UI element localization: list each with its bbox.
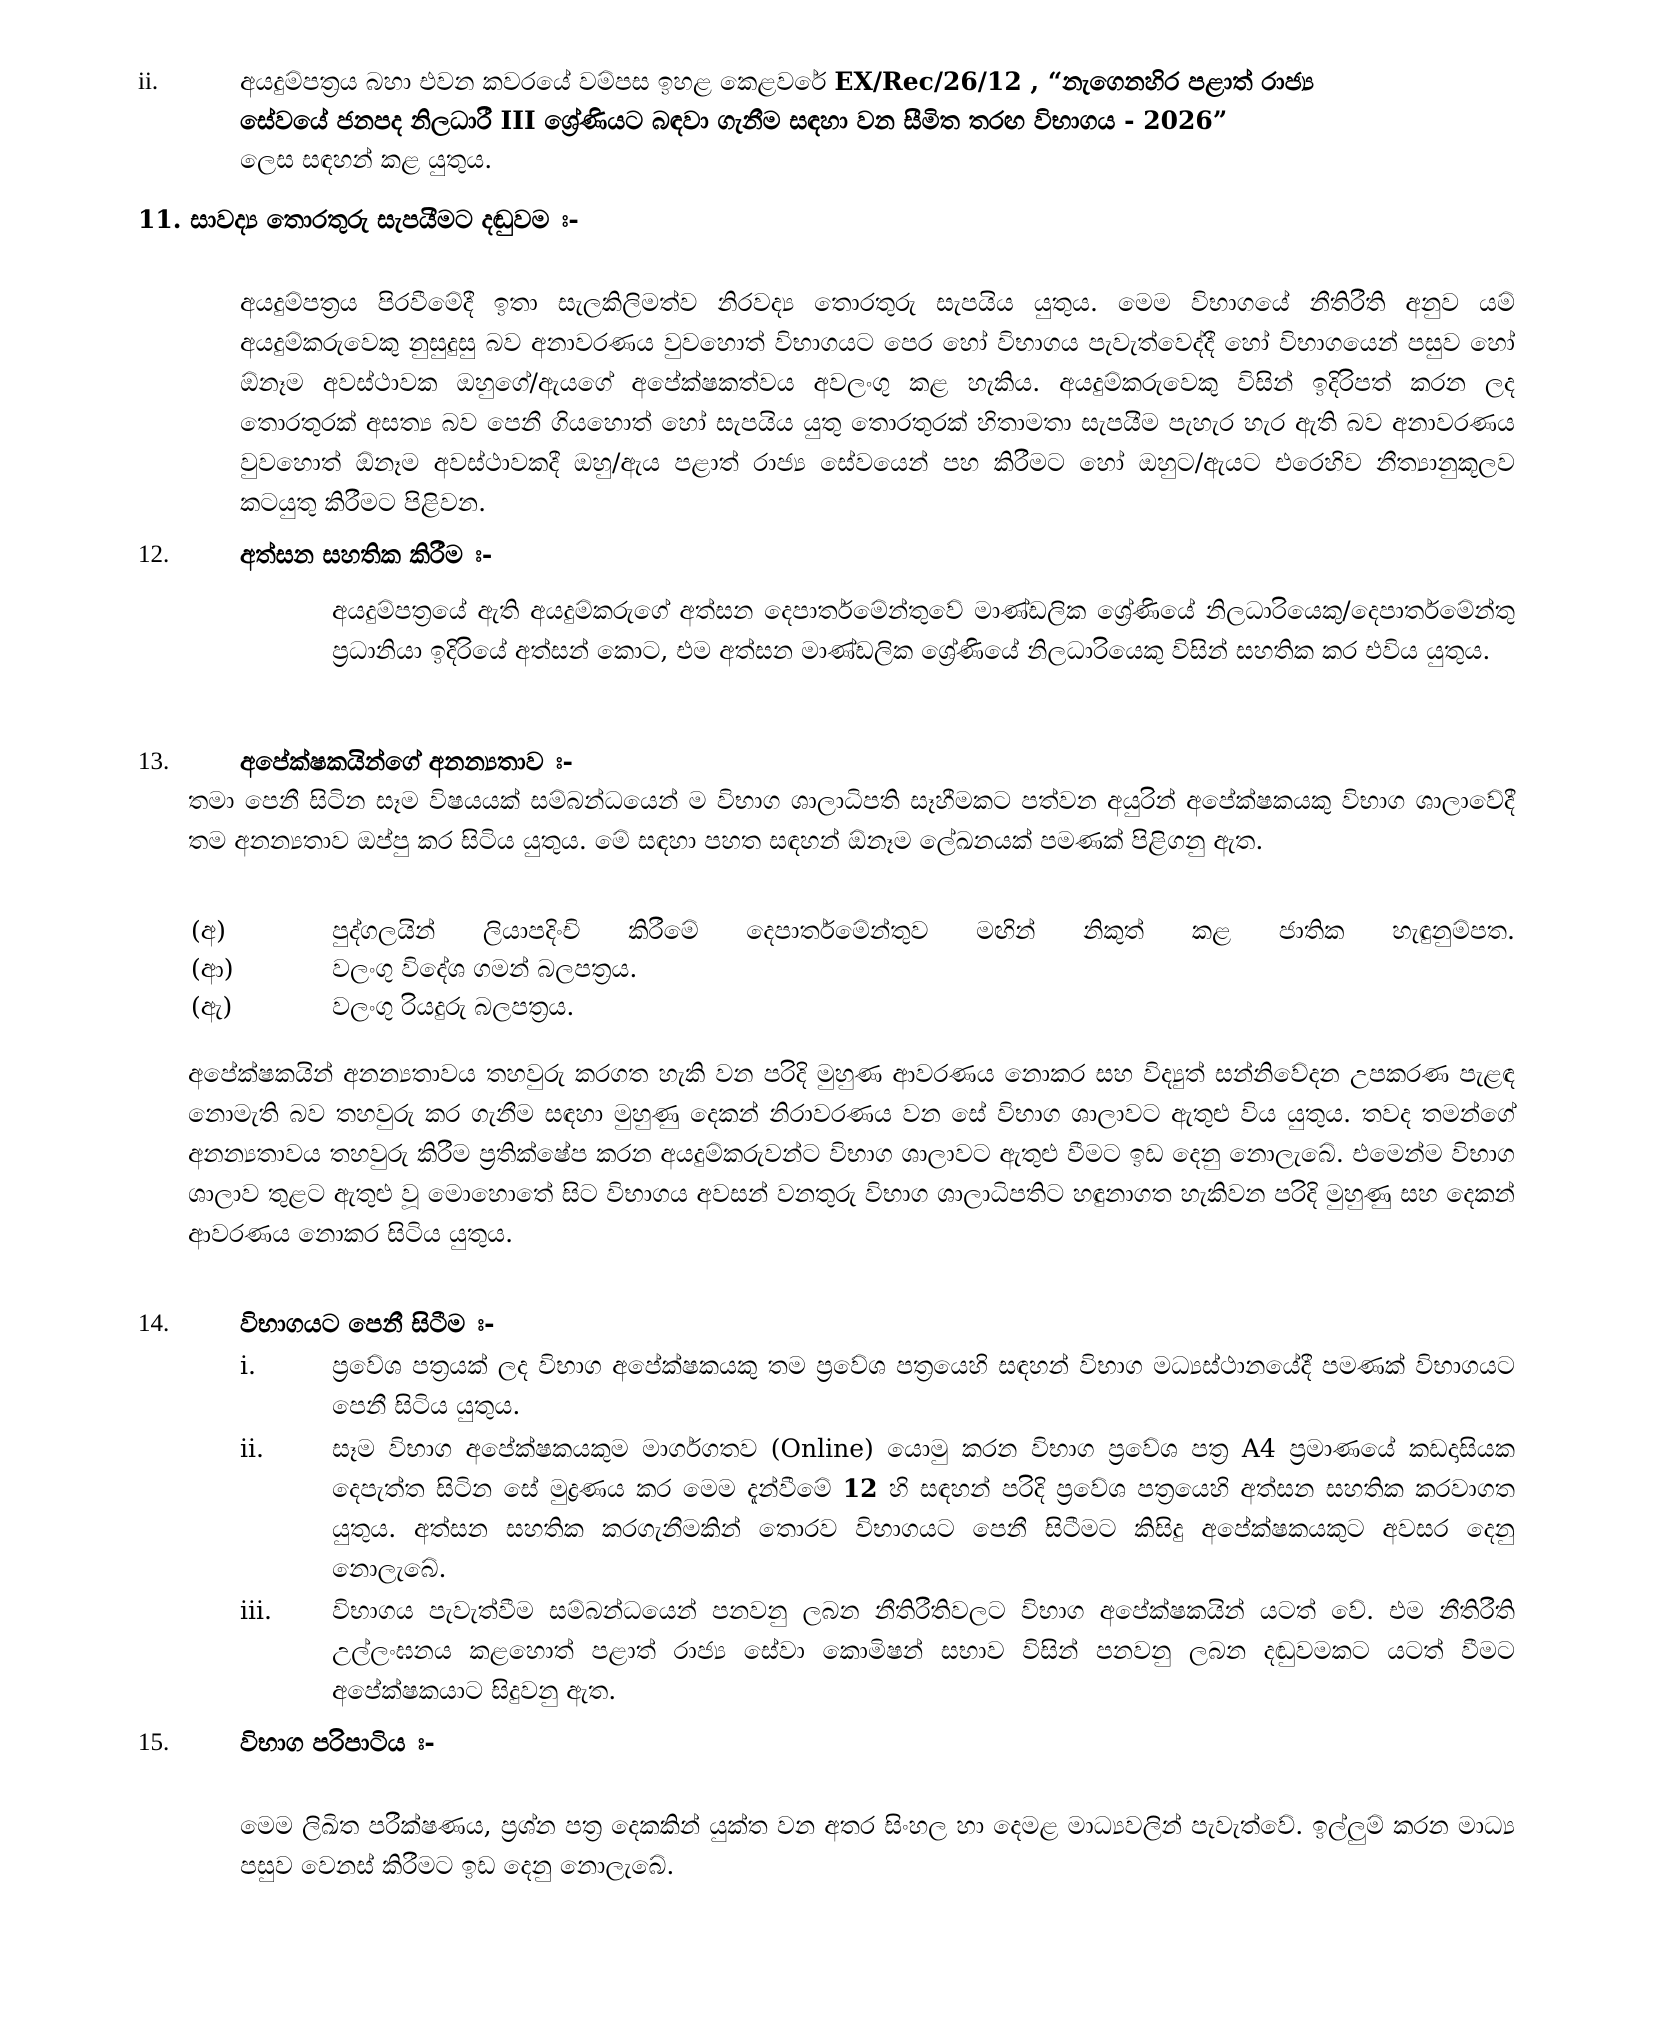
list-item-label: (අ) <box>191 916 226 945</box>
sec12-heading: අත්සන සහතික කිරීම ඃ- <box>240 540 493 569</box>
sec13-heading: අපේක්ෂකයින්ගේ අනන්‍යතාව ඃ- <box>240 747 573 776</box>
list-item <box>240 1429 1515 1591</box>
sec10-ii-marker: ii. <box>138 68 159 95</box>
list-item-text: පුද්ගලයින් ලියාපදිංචි කිරීමේ දෙපාර්තමේන්තුව මඟින් නිකුත් කළ ජාතික හැඳුනුම්පත. <box>332 916 1515 945</box>
list-item-text-pre: සෑම විභාග අපේක්ෂකයකුම මාර්ගගතව (Online) යොමු කරන විභාග ප්‍රවේශ පත්‍ර A4 ප්‍රමාණයේ කඩදාසියක දෙපැත්ත සිටින සේ මුද්‍රණය කර මෙම දැන්වීමේ <box>332 1434 1515 1503</box>
sec11-heading: 11. සාවද්‍ය තොරතුරු සැපයීමට දඬුවම ඃ- <box>138 205 579 234</box>
sec10-ii-line1-pre: අයදුම්පත්‍රය බහා එවන කවරයේ වම්පස ඉහළ කෙළවරේ <box>240 67 835 96</box>
list-item <box>188 911 1515 949</box>
sec13-closing: අපේක්ෂකයින් අනන්‍යතාවය තහවුරු කරගත හැකි වන පරිදි මුහුණ ආවරණය නොකර සහ විද්‍යුත් සන්නිවේදන උපකරණ පැළඳ නොමැති බව තහවුරු කර ගැනීම සඳහා මුහුණු දෙකන් නිරාවරණය වන සේ විභාග ශාලාවට ඇතුළු විය යුතුය. තවද තමන්ගේ අනන්‍යතාවය තහවුරු කිරීම ප්‍රතික්ෂේප කරන අයදුම්කරුවන්ට විභාග ශාලාවට ඇතුළු වීමට ඉඩ දෙනු නොලැබේ. එමෙන්ම විභාග ශාලාව තුළට ඇතුළු වූ මොහොතේ සිට විභාගය අවසන් වනතුරු විභාග ශාලාධිපතිට හඳුනාගත හැකිවන පරිදි මුහුණු සහ දෙකන් ආවරණය නොකර සිටිය යුතුය. <box>188 1059 1515 1248</box>
list-item-text: වලංගු විදේශ ගමන් බලපත්‍රය. <box>332 954 638 983</box>
sec12-number: 12. <box>138 541 170 568</box>
list-item <box>188 987 1515 1025</box>
list-item-text <box>332 1429 1515 1589</box>
sec15-number: 15. <box>138 1729 170 1756</box>
list-item-text: විභාගය පැවැත්වීම සම්බන්ධයෙන් පනවනු ලබන නීතිරීතිවලට විභාග අපේක්ෂකයින් යටත් වේ. එම නීතිරීති උල්ලංඝනය කළහොත් පළාත් රාජ්‍ය සේවා කොමිෂන් සභාව විසින් පනවනු ලබන දඬුවමකට යටත් වීමට අපේක්ෂකයාට සිදුවනු ඇත. <box>332 1596 1515 1705</box>
sec10-ii-text <box>240 62 1515 179</box>
list-item-text: ප්‍රවේශ පත්‍රයක් ලද විභාග අපේක්ෂකයකු තම ප්‍රවේශ පත්‍රයෙහි සඳහන් විභාග මධ්‍යස්ථානයේදී පමණක් විභාගයට පෙනී සිටිය යුතුය. <box>332 1351 1515 1420</box>
sec13-list <box>188 911 1515 1025</box>
sec10-ii-line2-bold: සේවයේ ජනපද නිලධාරී III ශ්‍රේණියට බඳවා ගැනීම සඳහා වන සීමිත තරඟ විභාගය - 2026” <box>240 106 1228 135</box>
sec13-number: 13. <box>138 748 170 775</box>
list-item <box>240 1591 1515 1711</box>
list-item-text-bold: 12 <box>842 1474 878 1503</box>
list-item-label: (ඇ) <box>191 992 233 1021</box>
sec14-list <box>240 1346 1515 1711</box>
list-item-label: i. <box>240 1351 256 1380</box>
list-item-text: වලංගු රියදුරු බලපත්‍රය. <box>332 992 575 1021</box>
list-item-label: ii. <box>240 1434 264 1463</box>
list-item-label: iii. <box>240 1596 272 1625</box>
list-item <box>240 1346 1515 1429</box>
sec12-body: අයදුම්පත්‍රයේ ඇති අයදුම්කරුගේ අත්සන දෙපාර්තමේන්තුවේ මාණ්ඩලික ශ්‍රේණියේ නිලධාරියෙකු/දෙපාර්තමේන්තු ප්‍රධානියා ඉදිරියේ අත්සන් කොට, එම අත්සන මාණ්ඩලික ශ්‍රේණියේ නිලධාරියෙකු විසින් සහතික කර එවිය යුතුය. <box>332 596 1515 665</box>
sec15-body: මෙම ලිඛිත පරීක්ෂණය, ප්‍රශ්න පත්‍ර දෙකකින් යුක්ත වන අතර සිංහල හා දෙමළ මාධ්‍යවලින් පැවැත්වේ. ඉල්ලුම් කරන මාධ්‍ය පසුව වෙනස් කිරීමට ඉඩ දෙනු නොලැබේ. <box>240 1811 1515 1880</box>
sec10-ii-line1-bold: EX/Rec/26/12 , “නැගෙනහිර පළාත් රාජ්‍ය <box>834 67 1315 96</box>
sec13-intro: තමා පෙනී සිටින සෑම විෂයයක් සම්බන්ධයෙන් ම විභාග ශාලාධිපති සෑහීමකට පත්වන අයුරින් අපේක්ෂකයකු විභාග ශාලාවේදී තම අනන්‍යතාව ඔප්පු කර සිටිය යුතුය. මේ සඳහා පහත සඳහන් ඕනෑම ලේඛනයක් පමණක් පිළිගනු ඇත. <box>188 786 1515 855</box>
sec14-number: 14. <box>138 1310 170 1337</box>
sec10-ii-line3: ලෙස සඳහන් කළ යුතුය. <box>240 145 493 174</box>
sec15-heading: විභාග පරිපාටිය ඃ- <box>240 1728 435 1757</box>
list-item-text-post: හි සඳහන් පරිදි ප්‍රවේශ පත්‍රයෙහි අත්සන සහතික කරවාගත යුතුය. අත්සන සහතික කරගැනීමකින් තොරව විභාගයට පෙනී සිටීමට කිසිදු අපේක්ෂකයකුට අවසර දෙනු නොලැබේ. <box>332 1474 1515 1583</box>
sec14-heading: විභාගයට පෙනී සිටීම ඃ- <box>240 1309 495 1338</box>
sec11-body: අයදුම්පත්‍රය පිරවීමේදී ඉතා සැලකිලිමත්ව නිරවද්‍ය තොරතුරු සැපයිය යුතුය. මෙම විභාගයේ නීතිරීති අනුව යම් අයදුම්කරුවෙකු නුසුදුසු බව අනාවරණය වුවහොත් විභාගයට පෙර හෝ විභාගය පැවැත්වෙද්දී හෝ විභාගයෙන් පසුව හෝ ඕනෑම අවස්ථාවක ඔහුගේ/ඇයගේ අපේක්ෂකත්වය අවලංගු කළ හැකිය. අයදුම්කරුවෙකු විසින් ඉදිරිපත් කරන ලද තොරතුරක් අසත්‍ය බව පෙනී ගියහොත් හෝ සැපයිය යුතු තොරතුරක් හිතාමතා සැපයීම පැහැර හැර ඇති බව අනාවරණය වුවහොත් ඕනෑම අවස්ථාවකදී ඔහු/ඇය පළාත් රාජ්‍ය සේවයෙන් පහ කිරීමට හෝ ඔහුට/ඇයට එරෙහිව නීත්‍යානුකූලව කටයුතු කිරීමට පිළිවන. <box>240 288 1515 517</box>
list-item-label: (ආ) <box>191 954 234 983</box>
list-item <box>188 949 1515 987</box>
